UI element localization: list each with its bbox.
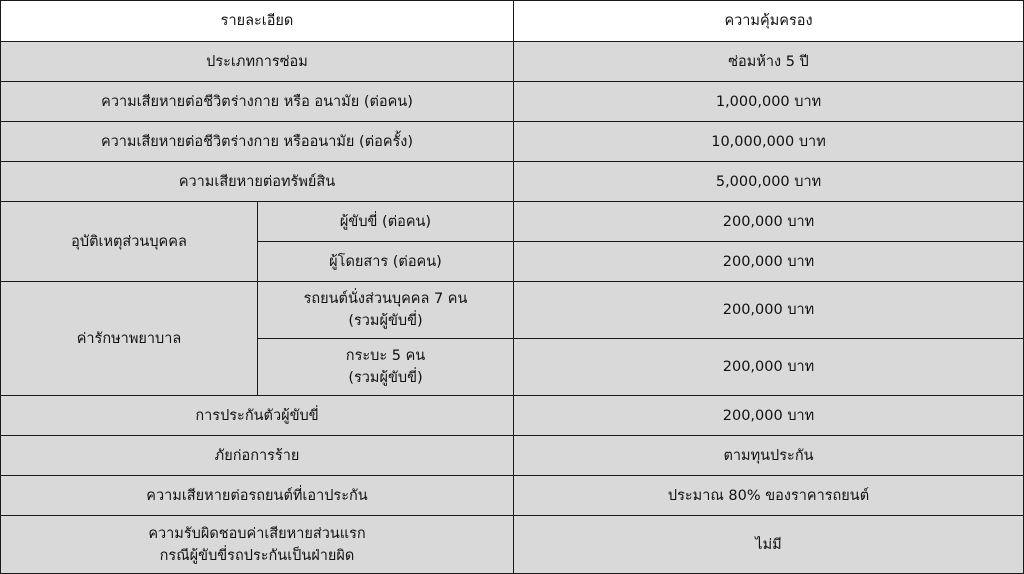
row-label-insured-car: ความเสียหายต่อรถยนต์ที่เอาประกัน [1,476,514,516]
row-value-repair-type: ซ่อมห้าง 5 ปี [514,42,1024,82]
group-label-personal-accident: อุบัติเหตุส่วนบุคคล [1,202,258,282]
header-detail: รายละเอียด [1,1,514,42]
table-row [1,436,1024,476]
row-value-insured-car: ประมาณ 80% ของราคารถยนต์ [514,476,1024,516]
row-label-driver-bail: การประกันตัวผู้ขับขี่ [1,396,514,436]
row-value-terrorism: ตามทุนประกัน [514,436,1024,476]
table-row [1,396,1024,436]
row-value-bodily-per-person: 1,000,000 บาท [514,82,1024,122]
row-value-deductible: ไม่มี [514,516,1024,574]
sub-label-pickup: กระบะ 5 คน (รวมผู้ขับขี่) [258,339,514,396]
sub-label-driver: ผู้ขับขี่ (ต่อคน) [258,202,514,242]
table-row [1,82,1024,122]
row-value-driver-bail: 200,000 บาท [514,396,1024,436]
row-label-bodily-per-accident: ความเสียหายต่อชีวิตร่างกาย หรืออนามัย (ต่อครั้ง) [1,122,514,162]
sub-value-pickup: 200,000 บาท [514,339,1024,396]
table-row [1,162,1024,202]
sub-value-passenger: 200,000 บาท [514,242,1024,282]
table-row [1,122,1024,162]
table-header-row [1,1,1024,42]
table-row [1,282,1024,339]
row-label-property: ความเสียหายต่อทรัพย์สิน [1,162,514,202]
row-value-bodily-per-accident: 10,000,000 บาท [514,122,1024,162]
sub-label-sedan: รถยนต์นั่งส่วนบุคคล 7 คน (รวมผู้ขับขี่) [258,282,514,339]
row-label-terrorism: ภัยก่อการร้าย [1,436,514,476]
row-label-repair-type: ประเภทการซ่อม [1,42,514,82]
header-coverage: ความคุ้มครอง [514,1,1024,42]
row-label-bodily-per-person: ความเสียหายต่อชีวิตร่างกาย หรือ อนามัย (ต่อคน) [1,82,514,122]
sub-label-passenger: ผู้โดยสาร (ต่อคน) [258,242,514,282]
sub-value-sedan: 200,000 บาท [514,282,1024,339]
group-label-medical: ค่ารักษาพยาบาล [1,282,258,396]
table-row [1,42,1024,82]
row-label-deductible: ความรับผิดชอบค่าเสียหายส่วนแรก กรณีผู้ขับขี่รถประกันเป็นฝ่ายผิด [1,516,514,574]
row-value-property: 5,000,000 บาท [514,162,1024,202]
table-row [1,516,1024,574]
sub-value-driver: 200,000 บาท [514,202,1024,242]
table-row [1,476,1024,516]
table-row [1,202,1024,242]
